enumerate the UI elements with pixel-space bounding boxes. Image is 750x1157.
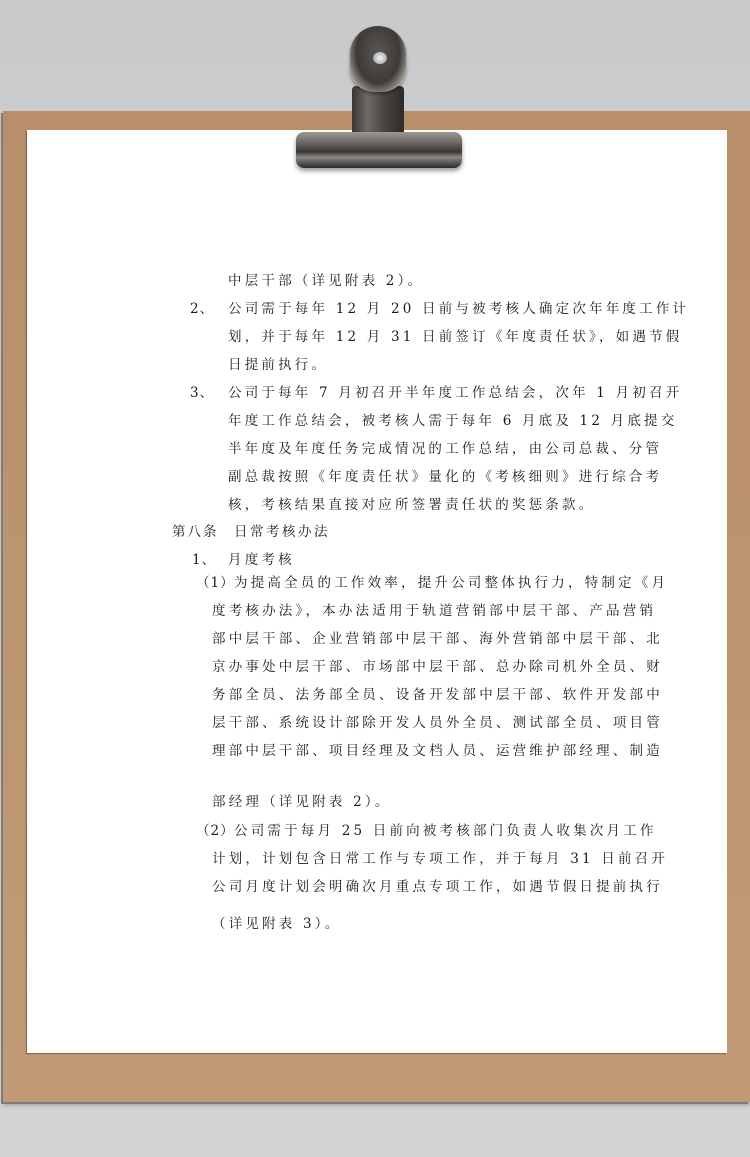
- section-title: 月度考核: [228, 552, 295, 568]
- text-line: 务部全员、法务部全员、设备开发部中层干部、软件开发部中: [212, 687, 663, 703]
- text-line: 部经理（详见附表 2）。: [212, 794, 392, 810]
- text-line: 半年度及年度任务完成情况的工作总结，由公司总裁、分管: [228, 441, 663, 457]
- paragraph-number: （1）: [196, 575, 235, 591]
- text-line: 计划，计划包含日常工作与专项工作，并于每月 31 日前召开: [212, 851, 669, 867]
- text-line: 划，并于每年 12 月 31 日前签订《年度责任状》，如遇节假: [228, 329, 683, 345]
- text-line: 公司需于每月 25 日前向被考核部门负责人收集次月工作: [234, 823, 657, 839]
- clip-base: [296, 132, 462, 168]
- text-line: 度考核办法》，本办法适用于轨道营销部中层干部、产品营销: [212, 603, 657, 619]
- list-number: 2、: [190, 301, 215, 317]
- list-number: 3、: [190, 385, 215, 401]
- text-line: 核，考核结果直接对应所签署责任状的奖惩条款。: [228, 497, 596, 513]
- text-line: 公司需于每年 12 月 20 日前与被考核人确定次年年度工作计: [228, 301, 690, 317]
- paragraph-number: （2）: [196, 823, 235, 839]
- text-line: 副总裁按照《年度责任状》量化的《考核细则》进行综合考: [228, 469, 663, 485]
- section-number: 1、: [192, 552, 217, 568]
- binder-clip-icon: [290, 24, 466, 172]
- text-line: 日提前执行。: [228, 357, 329, 373]
- text-line: 公司月度计划会明确次月重点专项工作，如遇节假日提前执行: [212, 879, 663, 895]
- text-line: 公司于每年 7 月初召开半年度工作总结会，次年 1 月初召开: [228, 385, 683, 401]
- article-title: 日常考核办法: [234, 524, 330, 540]
- text-line: 层干部、系统设计部除开发人员外全员、测试部全员、项目管: [212, 715, 663, 731]
- clip-hole: [373, 52, 387, 64]
- text-line: 中层干部（详见附表 2）。: [228, 273, 425, 289]
- text-line: （详见附表 3）。: [212, 916, 342, 932]
- text-line: 京办事处中层干部、市场部中层干部、总办除司机外全员、财: [212, 659, 663, 675]
- text-line: 年度工作总结会，被考核人需于每年 6 月底及 12 月底提交: [228, 413, 678, 429]
- article-number: 第八条: [172, 524, 219, 540]
- text-line: 部中层干部、企业营销部中层干部、海外营销部中层干部、北: [212, 631, 663, 647]
- text-line: 理部中层干部、项目经理及文档人员、运营维护部经理、制造: [212, 743, 663, 759]
- text-line: 为提高全员的工作效率，提升公司整体执行力，特制定《月: [234, 575, 669, 591]
